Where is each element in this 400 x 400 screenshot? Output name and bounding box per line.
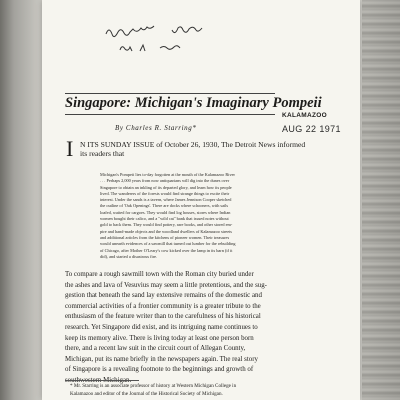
quote-line: women bought their calico, and a "wild cat" bank that issued notes without <box>100 216 229 222</box>
body-line: gestion that beneath the sand lay extensive remains of the domestic and <box>65 292 262 300</box>
quote-line: interest. Under the sands is a tavern, where James Jennison Cooper sketched <box>100 197 232 203</box>
quote-line: Singapore to obtain an inkling of its departed glory, and learn how its people <box>100 184 232 190</box>
library-stamp-city: KALAMAZOO <box>282 112 327 119</box>
body-line: Michigan, put its name briefly in the newspapers again. The real story <box>65 355 258 363</box>
quote-line: and additional articles from the kitchens of pioneer women. Their treasures <box>100 234 230 240</box>
article-title: Singapore: Michigan's Imaginary Pompeii <box>65 95 322 111</box>
body-line: southwestern Michigan. <box>65 376 132 384</box>
quote-line: the outline of 'Oak Openings'. There are docks where schooners, with sails <box>100 203 229 209</box>
quote-line: would unearth evidences of a sawmill that turned out lumber for the rebuilding <box>100 241 236 247</box>
body-line: research. Yet Singapore did exist, and its intriguing name continues to <box>65 323 258 331</box>
body-line: commercial activities of a frontier community is a greater tribute to the <box>65 302 261 310</box>
quote-line: Michigan's Pompeii lies to-day forgotten at the mouth of the Kalamazoo River <box>100 172 235 177</box>
title-rule-top <box>65 93 275 94</box>
footnote <box>70 382 325 398</box>
handwritten-scribble <box>100 24 210 58</box>
body-line: To compare a rough sawmill town with the Roman city buried under <box>65 271 254 278</box>
handwritten-note <box>100 24 210 58</box>
drop-cap: I <box>66 136 74 161</box>
adjacent-page-edge <box>362 0 400 400</box>
body-paragraph <box>65 270 327 387</box>
quote-line: did), and started a disastrous fire. <box>100 253 158 259</box>
title-rule-bottom <box>65 114 275 115</box>
intro-paragraph <box>80 140 325 158</box>
footnote-line: * Mr. Starring is an associate professor of history at Western Michigan College in <box>70 383 237 389</box>
body-line: the ashes and lava of Vesuvius may seem a little pretentious, and the sug- <box>65 281 267 289</box>
intro-line: N ITS SUNDAY ISSUE of October 26, 1930, The Detroit News informed <box>80 140 306 149</box>
quote-line: lived. The wanderers of the forests would find strange things to excite their <box>100 190 230 196</box>
quote-line: gold to back them. They would find pottery, rare books, and other stored em- <box>100 222 233 228</box>
footnote-rule <box>65 380 139 381</box>
body-line: keep its memory alive. There is living today at least one person born <box>65 334 254 342</box>
quote-line: . . . Perhaps 2,000 years from now antiquarians will dig into the dunes over <box>100 178 230 184</box>
quote-line: pire and hand-made objects and the woodland dwellers of Kalamazoo streets <box>100 228 232 234</box>
article-byline: By Charles R. Starring* <box>115 124 197 132</box>
body-line: enthusiasm of the feature writer than to the carefulness of his historical <box>65 313 261 321</box>
intro-line: its readers that <box>80 149 125 158</box>
body-line: there, and a recent law suit in the circuit court of Allegan County, <box>65 345 246 353</box>
library-stamp-date: AUG 22 1971 <box>282 124 341 134</box>
body-line: of Singapore is a revealing footnote to the beginnings and growth of <box>65 366 254 374</box>
quote-line: loafed, waited for cargoes. They would find log houses, stores where Indian <box>100 209 231 215</box>
quote-line: of Chicago, after Mother O'Leary's cow kicked over the lamp in its barn (if it <box>100 247 233 253</box>
block-quote <box>100 172 310 260</box>
footnote-line: Kalamazoo and editor of the Journal of the Historical Society of Michigan. <box>70 391 223 397</box>
